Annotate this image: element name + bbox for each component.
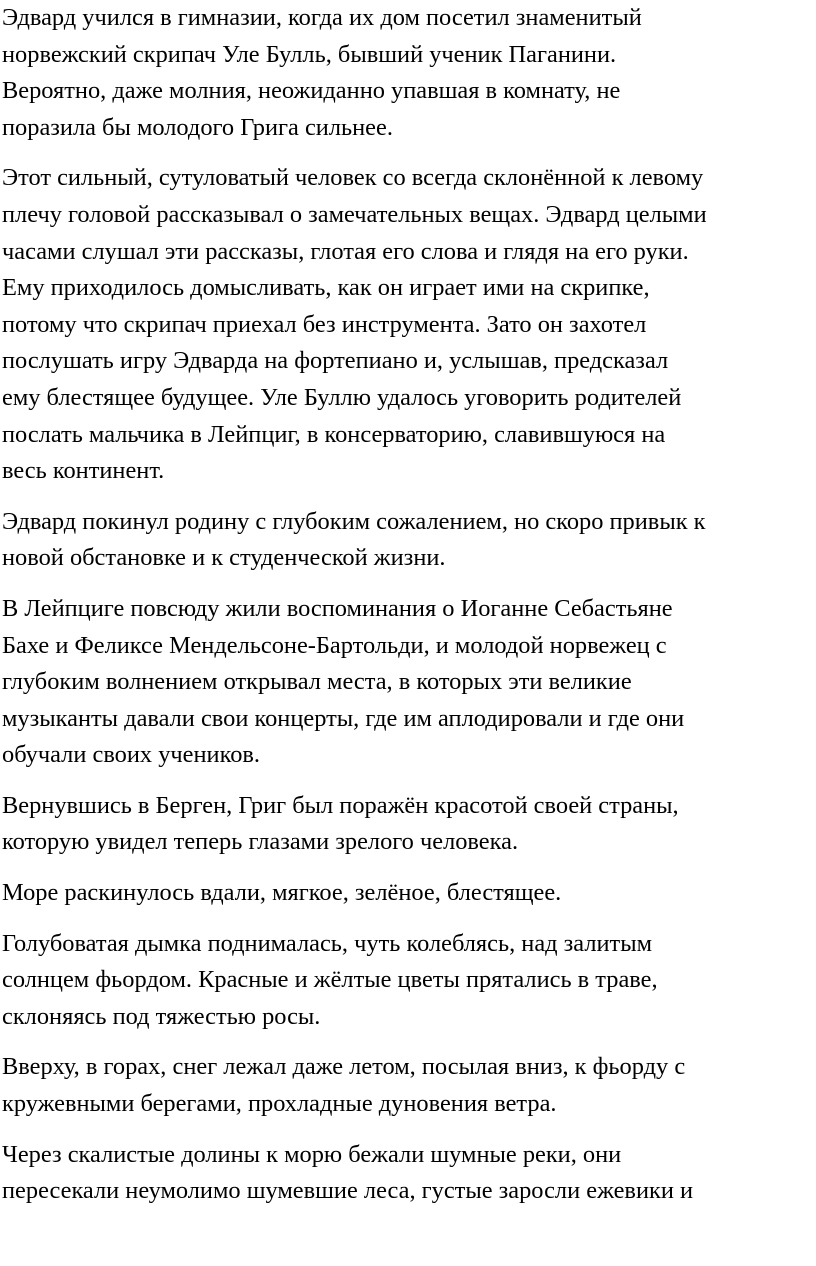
text-line: глубоким волнением открывал места, в которых эти великие [2,668,632,696]
text-line: потому что скрипач приехал без инструмента. Зато он захотел [2,310,647,338]
paragraph-5 [2,788,814,861]
text-line: послать мальчика в Лейпциг, в консерваторию, славившуюся на [2,420,666,448]
text-line: склоняясь под тяжестью росы. [2,1002,321,1030]
text-line: музыканты давали свои концерты, где им аплодировали и где они [2,704,685,732]
text-line: кружевными берегами, прохладные дуновения ветра. [2,1090,557,1118]
text-line: Голубоватая дымка поднималась, чуть колеблясь, над залитым [2,929,653,957]
paragraph-7 [2,926,814,1036]
paragraph-1 [2,0,814,146]
text-line: пересекали неумолимо шумевшие леса, густые заросли ежевики и [2,1177,694,1205]
text-line: Эдвард учился в гимназии, когда их дом посетил знаменитый [2,4,642,31]
paragraph-8 [2,1049,814,1122]
text-line: В Лейпциге повсюду жили воспоминания о Иоганне Себастьяне [2,594,673,622]
paragraph-6 [2,875,814,912]
text-line: новой обстановке и к студенческой жизни. [2,544,446,572]
text-line: часами слушал эти рассказы, глотая его слова и глядя на его руки. [2,237,689,265]
text-line: Через скалистые долины к морю бежали шумные реки, они [2,1140,622,1168]
text-line: солнцем фьордом. Красные и жёлтые цветы прятались в траве, [2,966,658,994]
paragraph-9 [2,1137,814,1210]
text-line: весь континент. [2,457,165,485]
text-line: Вернувшись в Берген, Григ был поражён красотой своей страны, [2,791,679,819]
text-line: норвежский скрипач Уле Булль, бывший ученик Паганини. [2,40,617,68]
text-line: обучали своих учеников. [2,741,261,769]
paragraph-4 [2,591,814,774]
text-line: Этот сильный, сутуловатый человек со всегда склонённой к левому [2,164,704,192]
text-line: плечу головой рассказывал о замечательных вещах. Эдвард целыми [2,200,707,228]
text-line: Вероятно, даже молния, неожиданно упавшая в комнату, не [2,77,621,105]
paragraph-2 [2,160,814,489]
text-line: ему блестящее будущее. Уле Буллю удалось уговорить родителей [2,383,682,411]
text-line: послушать игру Эдварда на фортепиано и, услышав, предсказал [2,347,669,375]
text-line: Бахе и Феликсе Мендельсоне-Бартольди, и молодой норвежец с [2,631,667,659]
text-line: Море раскинулось вдали, мягкое, зелёное, блестящее. [2,879,562,907]
text-line: Вверху, в горах, снег лежал даже летом, посылая вниз, к фьорду с [2,1053,686,1081]
text-line: Эдвард покинул родину с глубоким сожалением, но скоро привык к [2,507,706,535]
document-body [2,0,814,1224]
text-line: Ему приходилось домысливать, как он играет ими на скрипке, [2,274,650,302]
paragraph-3 [2,504,814,577]
text-line: поразила бы молодого Грига сильнее. [2,113,393,141]
text-line: которую увидел теперь глазами зрелого человека. [2,828,519,856]
